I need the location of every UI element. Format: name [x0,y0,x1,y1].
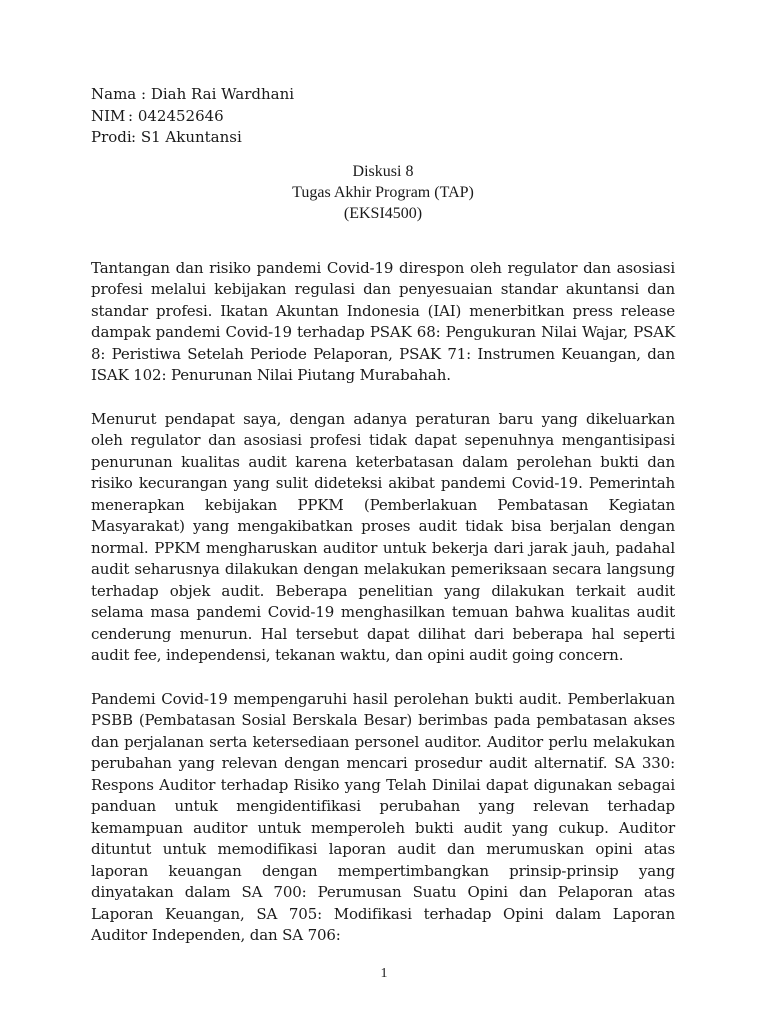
document-heading [91,161,675,224]
page-number: 1 [380,966,388,981]
heading-course-code: (EKSI4500) [343,204,423,222]
student-identity [91,84,675,149]
prodi-label: Prodi [91,128,132,146]
paragraph-2: Menurut pendapat saya, dengan adanya peraturan baru yang dikeluarkan oleh regulator dan asosiasi profesi tidak dapat sepenuhnya mengantisipasi penurunan kualitas audit karena keterbatasan dalam perolehan bukti dan risiko kecurangan yang sulit dideteksi akibat pandemi Covid-19. Pemerintah menerapkan kebijakan PPKM (Pemberlakuan Pembatasan Kegiatan Masyarakat) yang mengakibatkan proses audit tidak bisa berjalan dengan normal. PPKM mengharuskan auditor untuk bekerja dari jarak jauh, padahal audit seharusnya dilakukan dengan melakukan pemeriksaan secara langsung terhadap objek audit. Beberapa penelitian yang dilakukan terkait audit selama masa pandemi Covid-19 menghasilkan temuan bahwa kualitas audit cenderung menurun. Hal tersebut dapat dilihat dari beberapa hal seperti audit fee, independensi, tekanan waktu, dan opini audit going concern. [91,409,675,664]
prodi-line [91,127,675,149]
prodi-value: : S1 Akuntansi [131,128,242,146]
document-page [91,84,675,947]
heading-discussion: Diskusi 8 [352,162,414,180]
nim-label: NIM [91,106,126,125]
paragraph-3: Pandemi Covid-19 mempengaruhi hasil perolehan bukti audit. Pemberlakuan PSBB (Pembatasan Sosial Berskala Besar) berimbas pada pembatasan akses dan perjalanan serta ketersediaan personel auditor. Auditor perlu melakukan perubahan yang relevan dengan mencari prosedur audit alternatif. SA 330: Respons Auditor terhadap Risiko yang Telah Dinilai dapat digunakan sebagai panduan untuk mengidentifikasi perubahan yang relevan terhadap kemampuan auditor untuk memperoleh bukti audit yang cukup. Auditor dituntut untuk memodifikasi laporan audit dan merumuskan opini atas laporan keuangan dengan mempertimbangkan prinsip-prinsip yang dinyatakan dalam SA 700: Perumusan Suatu Opini dan Pelaporan atas Laporan Keuangan, SA 705: Modifikasi terhadap Opini dalam Laporan Auditor Independen, dan SA 706: [91,689,675,944]
nim-line [91,106,675,128]
heading-course: Tugas Akhir Program (TAP) [292,183,474,201]
student-name: Nama : Diah Rai Wardhani [91,85,295,103]
nim-value: : 042452646 [128,106,224,125]
name-line [91,84,675,106]
paragraph-1: Tantangan dan risiko pandemi Covid-19 direspon oleh regulator dan asosiasi profesi melalui kebijakan regulasi dan penyesuaian standar akuntansi dan standar profesi. Ikatan Akuntan Indonesia (IAI) menerbitkan press release dampak pandemi Covid-19 terhadap PSAK 68: Pengukuran Nilai Wajar, PSAK 8: Peristiwa Setelah Periode Pelaporan, PSAK 71: Instrumen Keuangan, dan ISAK 102: Penurunan Nilai Piutang Murabahah. [91,258,675,384]
